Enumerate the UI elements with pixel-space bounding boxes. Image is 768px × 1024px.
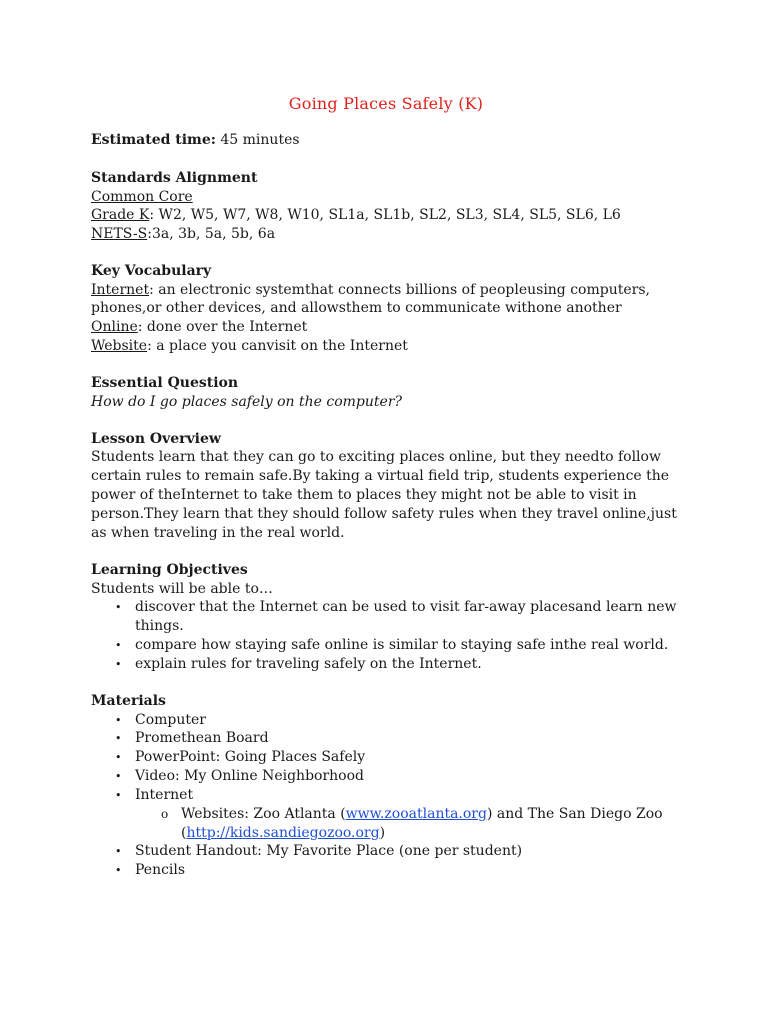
objective-item: discover that the Internet can be used to visit far-away placesand learn new [135, 599, 677, 615]
vocab-internet [91, 281, 650, 300]
vocab-online-def: : done over the Internet [137, 319, 308, 335]
vocab-online-term: Online [91, 319, 138, 335]
material-item: Pencils [135, 862, 186, 878]
overview-line: as when traveling in the real world. [91, 525, 345, 541]
essential-question-heading: Essential Question [91, 375, 239, 391]
overview-line: person.They learn that they should follow safety rules when they travel online,just [91, 506, 677, 522]
bullet-icon: • [115, 714, 122, 727]
material-item: Promethean Board [135, 730, 269, 746]
overview-heading: Lesson Overview [91, 431, 221, 447]
vocab-online [91, 318, 307, 337]
material-item: Computer [135, 712, 206, 728]
vocab-internet-def: : an electronic systemthat connects billions of peopleusing computers, [149, 282, 650, 298]
vocab-heading: Key Vocabulary [91, 263, 212, 279]
grade-k-label: Grade K [91, 207, 150, 223]
vocab-website [91, 337, 408, 356]
objective-item: compare how staying safe online is similar to staying safe inthe real world. [135, 637, 669, 653]
bullet-icon: • [115, 601, 122, 614]
overview-line: power of theInternet to take them to places they might not be able to visit in [91, 487, 637, 503]
nets-line [91, 225, 275, 244]
vocab-internet-def-cont: phones,or other devices, and allowsthem to communicate withone another [91, 300, 622, 316]
bullet-icon: • [115, 658, 122, 671]
objective-item: explain rules for traveling safely on the Internet. [135, 656, 482, 672]
grade-k-value: : W2, W5, W7, W8, W10, SL1a, SL1b, SL2, SL3, SL4, SL5, SL6, L6 [149, 207, 621, 223]
overview-line: certain rules to remain safe.By taking a virtual field trip, students experience the [91, 468, 670, 484]
nets-label: NETS-S [91, 226, 148, 242]
bullet-icon: • [115, 639, 122, 652]
san-diego-zoo-link[interactable]: http://kids.sandiegozoo.org [186, 825, 380, 841]
material-item: Student Handout: My Favorite Place (one per student) [135, 843, 523, 859]
bullet-icon: • [115, 751, 122, 764]
materials-heading: Materials [91, 693, 166, 709]
bullet-icon: • [115, 770, 122, 783]
vocab-website-term: Website [91, 338, 148, 354]
common-core-label: Common Core [91, 189, 193, 205]
estimated-time-value: 45 minutes [220, 132, 300, 148]
websites-line-cont [181, 824, 385, 843]
bullet-icon: • [115, 845, 122, 858]
websites-prefix: Websites: Zoo Atlanta ( [181, 806, 346, 822]
objectives-heading: Learning Objectives [91, 562, 248, 578]
sd-close-paren: ) [379, 825, 386, 841]
websites-mid: ) and The San Diego Zoo [486, 806, 663, 822]
common-core-line [91, 188, 193, 207]
nets-value: :3a, 3b, 5a, 5b, 6a [147, 226, 276, 242]
estimated-time-label: Estimated time: [91, 132, 216, 148]
objective-item-cont: things. [135, 618, 184, 634]
bullet-icon: • [115, 789, 122, 802]
vocab-website-def: : a place you canvisit on the Internet [147, 338, 408, 354]
websites-line [181, 805, 663, 824]
essential-question-text: How do I go places safely on the computer? [91, 394, 403, 410]
material-item: Internet [135, 787, 194, 803]
zoo-atlanta-link[interactable]: www.zooatlanta.org [345, 806, 487, 822]
bullet-icon: • [115, 864, 122, 877]
sub-bullet-icon: o [161, 807, 169, 821]
vocab-internet-term: Internet [91, 282, 150, 298]
bullet-icon: • [115, 732, 122, 745]
page-title: Going Places Safely (K) [288, 94, 484, 113]
material-item: PowerPoint: Going Places Safely [135, 749, 366, 765]
standards-heading: Standards Alignment [91, 170, 258, 186]
sd-open-paren: ( [181, 825, 187, 841]
estimated-time [91, 131, 300, 150]
objectives-intro: Students will be able to… [91, 581, 273, 597]
material-item: Video: My Online Neighborhood [135, 768, 364, 784]
grade-k-line [91, 206, 621, 225]
overview-line: Students learn that they can go to exciting places online, but they needto follow [91, 449, 661, 465]
